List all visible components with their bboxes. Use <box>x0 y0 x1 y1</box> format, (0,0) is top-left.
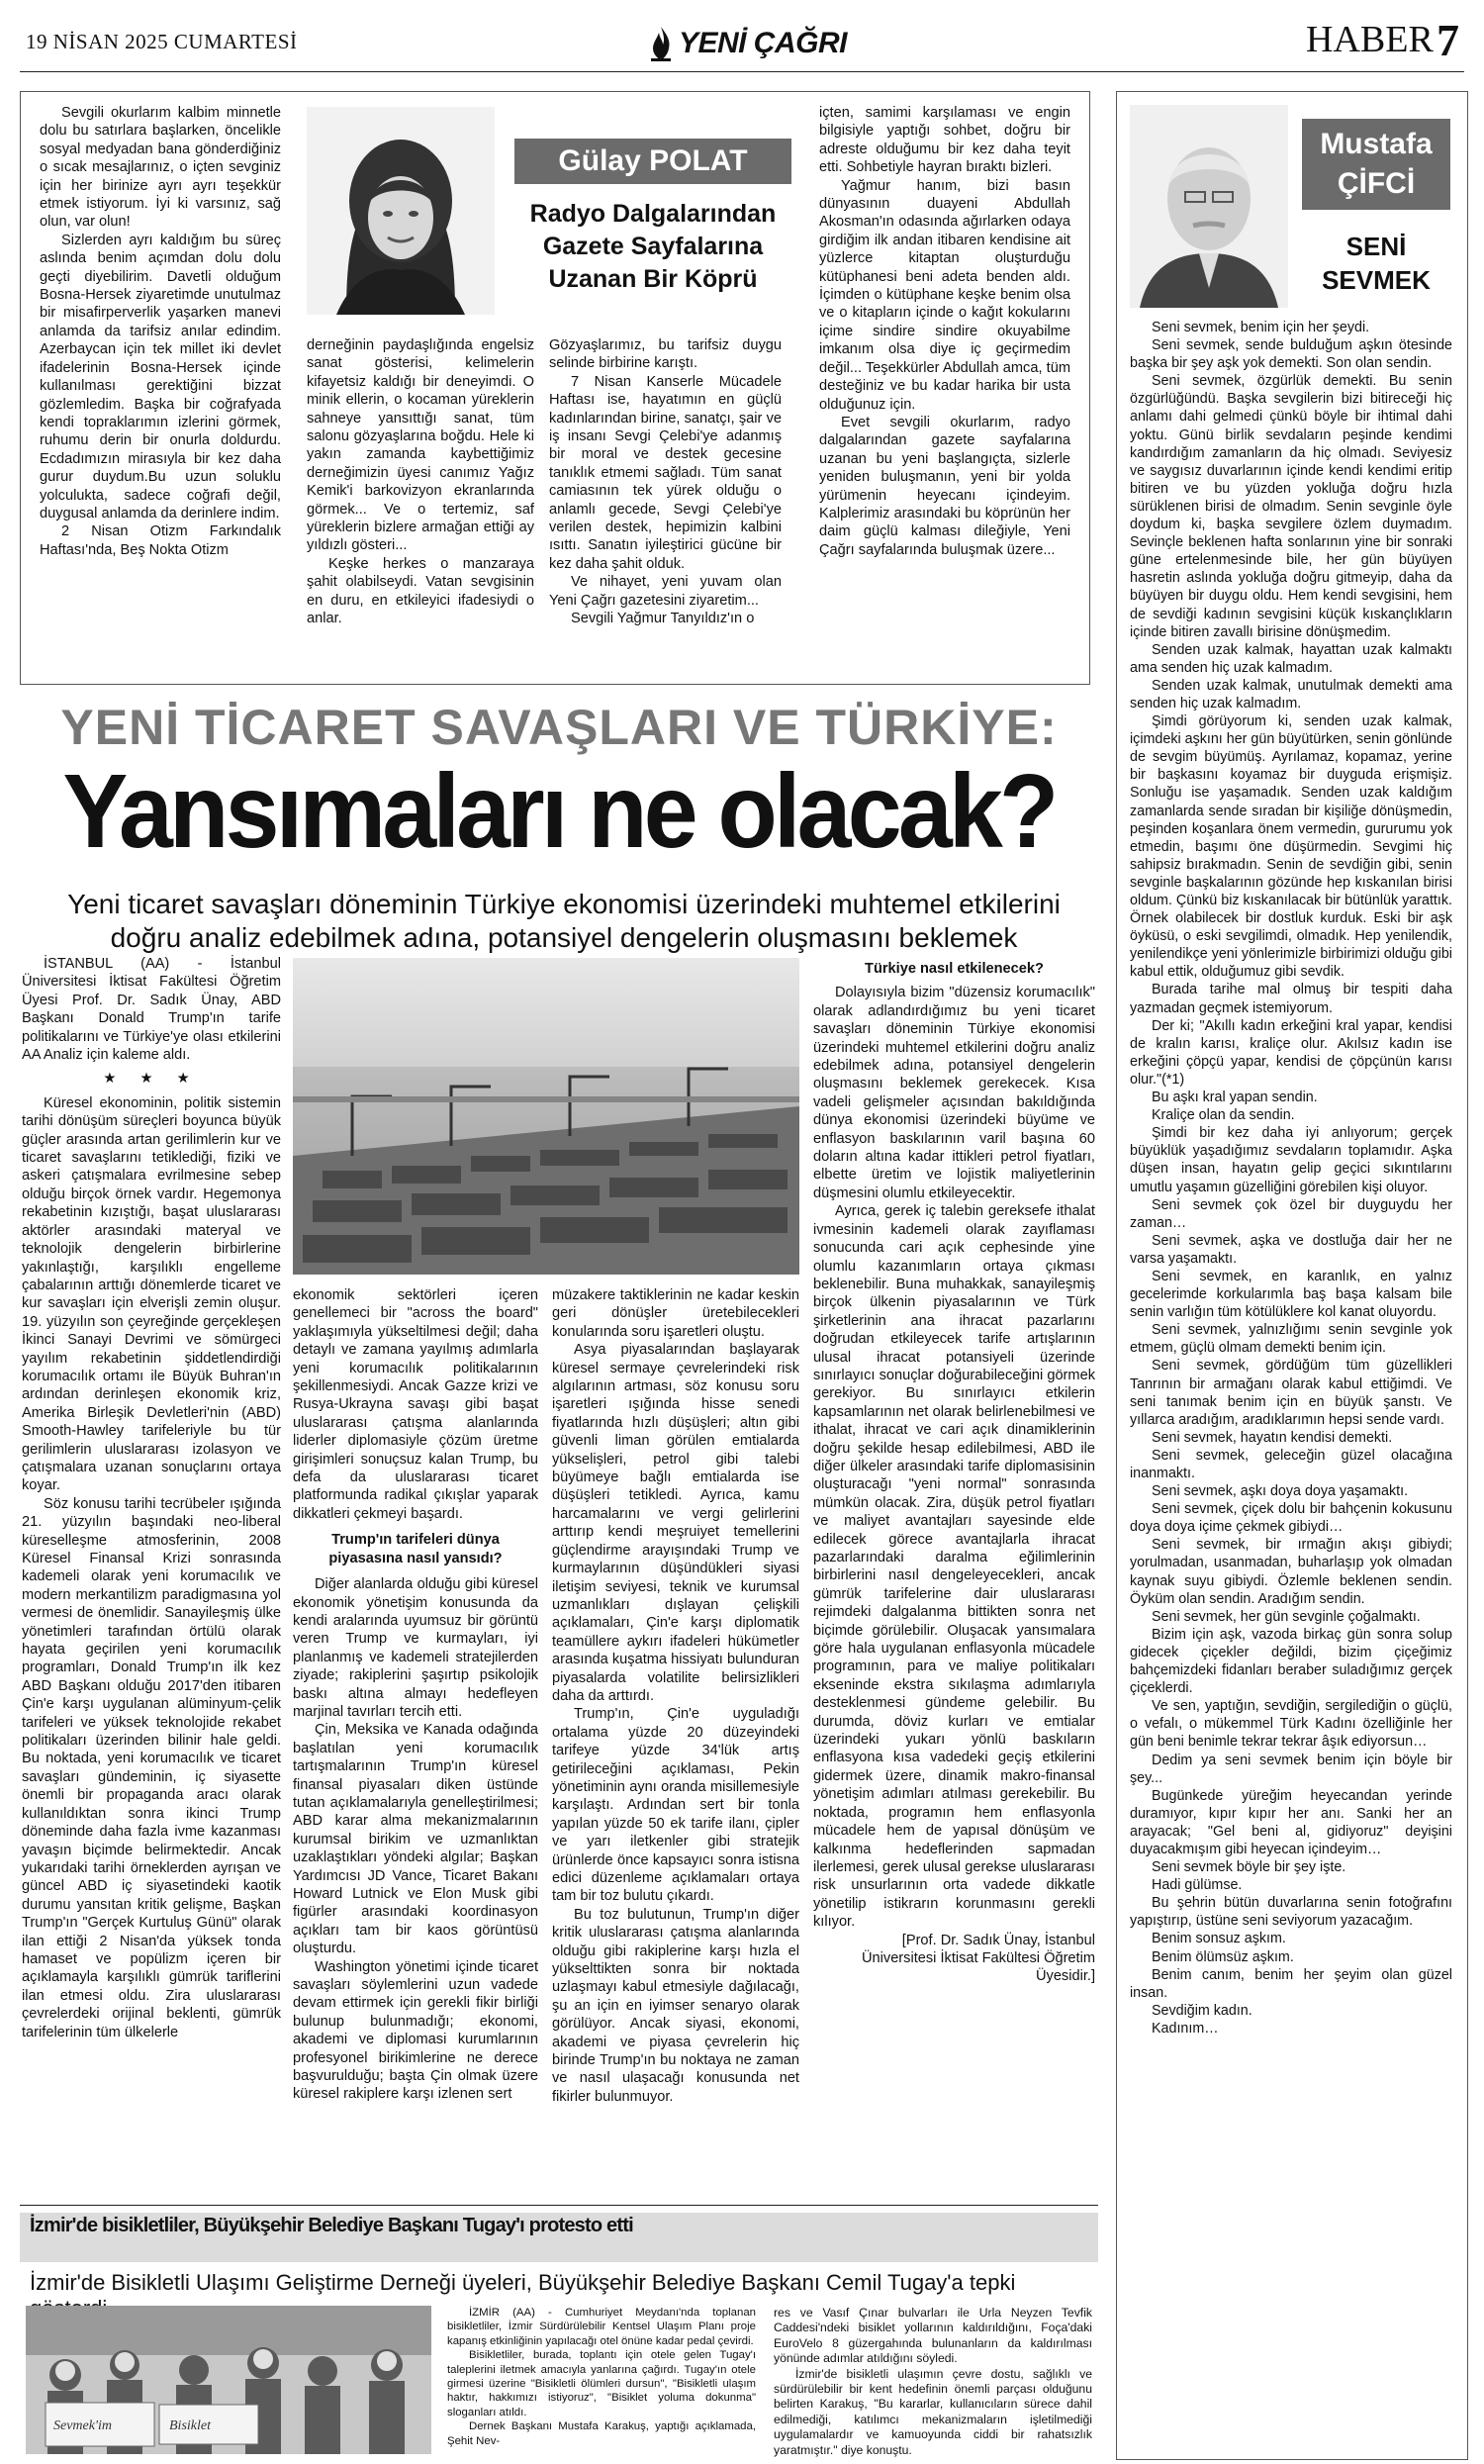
paragraph: içten, samimi karşılaması ve engin bilgisiyle yaptığı sohbet, doğru bir adreste olduğumu bir kez daha teyit etti. Sohbetiyle hayran bıraktı bizleri. <box>819 105 1070 176</box>
columnist-photo <box>1130 105 1288 308</box>
paragraph: Seni sevmek, en karanlık, en yalnız gecelerimde korkularımla baş başa kalsam bile senin varlığın tüm kötülüklere kol kanat oluyordu. <box>1130 1268 1452 1321</box>
paragraph: Sizlerden ayrı kaldığım bu süreç aslında benim açımdan dolu dolu geçti diyebilirim. Davetli olduğum Bosna-Hersek ziyaretimde unutulmaz bir misafirperverlik yaşarken manevi anlamda da tarifsiz anılar edindim. Azerbaycan için tek millet iki devlet ifadelerinin Bosna-Hersek içinde kullanılması gerektiğini bizzat gözlemledim. Başka bir coğrafyada kendi topraklarımın izlerini görmek, ruhumu derin bir onurla doldurdu. Ecdadımızın mirasıyla bir kez daha gurur duydum.Bu uzun soluklu yolculukta, sadece coğrafi değil, duygusal anlamda da derinlere indim. <box>40 232 281 521</box>
paragraph: Senden uzak kalmak, hayattan uzak kalmaktı ama senden hiç uzak kalmadım. <box>1130 641 1452 676</box>
paragraph: [Prof. Dr. Sadık Ünay, İstanbul Üniversitesi İktisat Fakültesi Öğretim Üyesidir.] <box>862 1932 1095 1985</box>
paragraph: Ve nihayet, yeni yuvam olan Yeni Çağrı gazetesini ziyaretim... <box>549 574 782 609</box>
izmir-headline: İzmir'de bisikletliler, Büyükşehir Belediye Başkanı Tugay'ı protesto etti <box>30 2215 633 2236</box>
paragraph: ekonomik sektörleri içeren genellemeci bir "across the board" yaklaşımıyla yükseltilmesi değil; daha detaylı ve zamana yayılmış adımlarla yeni korumacılık politikalarının şekillenmesiydi. Ancak Gazze krizi ve Rusya-Ukrayna savaşı gibi başat uluslararası çatışma alanlarında liderler diplomasiyle çözüm üretme girişimleri sonuçsuz kalan Trump, bu defa da uluslararası ticaret platformunda radikal çıkışlar yaparak dikkatleri çekmeyi başardı. <box>293 1287 538 1522</box>
paragraph: Seni sevmek, gördüğüm tüm güzellikleri Tanrının bir armağanı olarak kabul ettiğimdi. Ve seni tanımak benim için en büyük şanstı. Ve yıllarca aradığım, aradıklarımın hepsi sende vardı. <box>1130 1358 1452 1428</box>
gulay-col-3 <box>549 336 782 678</box>
paragraph: Çin, Meksika ve Kanada odağında başlatılan yeni korumacılık tartışmalarının Trump'ın küresel finansal piyasaları diken üstünde tutan açıklamalarıyla genelleştirilmesi; ABD karar alma mekanizmalarının kurumsal birikim ve uzmanlıktan uzaklaştıkları yöndeki algılar; Başkan Yardımcısı JD Vance, Ticaret Bakanı Howard Lutnick ve Elon Musk gibi figürler arasındaki koordinasyon açıkları tam bir kaos görüntüsü oluşturdu. <box>293 1722 538 1957</box>
port-photo <box>293 958 799 1275</box>
paragraph: İZMİR (AA) - Cumhuriyet Meydanı'nda toplanan bisikletliler, İzmir Sürdürülebilir Kentsel Ulaşım Planı proje kapanış etkinliğinin yapılacağı otel önüne kadar pedal çevirdi. <box>447 2307 756 2347</box>
paragraph: Bisikletliler, burada, toplantı için otele gelen Tugay'ı taleplerini iletmek amacıyla yanlarına çağırdı. Tugay'ın otele girmesi üzerine "Bisikletli ölümleri dursun", "Bisikletli ulaşım haktır, hakkımızı istiyoruz", "Bisiklet yoluma dokunma" sloganları atıldı. <box>447 2349 756 2418</box>
header-rule <box>20 71 1464 72</box>
izmir-col-2 <box>774 2306 1092 2459</box>
paragraph: Hadi gülümse. <box>1152 1877 1243 1894</box>
paragraph: Sevgili Yağmur Tanyıldız'ın o <box>571 611 755 627</box>
paragraph: Kraliçe olan da sendin. <box>1152 1107 1295 1124</box>
paragraph: Bu aşkı kral yapan sendin. <box>1152 1090 1318 1106</box>
paragraph: İSTANBUL (AA) - İstanbul Üniversitesi İktisat Fakültesi Öğretim Üyesi Prof. Dr. Sadık Ünay, ABD Başkanı Donald Trump'ın tarife politikalarını ve Türkiye'ye olası etkilerini AA Analiz için kaleme aldı. <box>22 956 281 1064</box>
paragraph: Seni sevmek, bir ırmağın akışı gibiydi; yorulmadan, usanmadan, buharlaşıp yok olmadan kaynak suyu gibiydi. Özlemle beklenen sendin. Öyküm olan sendin. Aradığım sendin. <box>1130 1537 1452 1607</box>
gulay-col-2 <box>307 336 534 678</box>
title-line: Radyo Dalgalarından <box>529 200 777 228</box>
paragraph: müzakere taktiklerinin ne kadar keskin geri dönüşler üretebilecekleri konularında soru işaretleri oluştu. <box>552 1287 799 1340</box>
paragraph: Küresel ekonominin, politik sistemin tarihi dönüşüm süreçleri boyunca büyük güçler arasında artan gerilimlerin kur ve ticaret savaşlarını tetiklediği, fiziki ve askeri çatışmalara evrilmesine sebep olduğu birçok örnek vardır. Hegemonya rekabetinin kızıştığı, başat uluslararası aktörler arasındaki materyal ve teknolojik dengelerin birbirlerine yakınlaştığı, karşılıklı engelleme çabalarının arttığı dönemlerde ticaret ve kur savaşları için elverişli zemin oluşur. 19. yüzyılın son çeyreğinde gerçekleşen İkinci Sanayi Devrimi ve sömürgeci yayılım rekabetinin şiddetlendirdiği korumacılık ortamı ile Büyük Buhran'ın ardından derinleşen ekonomik kriz, Amerika Birleşik Devletleri'nin (ABD) Smooth-Hawley tarifeleriyle bu tür gerilimlerin uluslararası izolasyon ve çatışmalara uzanan sonuçlarını ortaya koyar. <box>22 1094 281 1494</box>
paragraph: Benim ölümsüz aşkım. <box>1152 1948 1294 1965</box>
main-col-3 <box>552 1286 799 2197</box>
paragraph: Şimdi görüyorum ki, senden uzak kalmak, içimdeki aşkını her gün büyütürken, senin gönlünde de sevgim büyümüş. Ayrılamaz, kopamaz, yerine bir başkasını koyamaz bir duyguda erişmişiz. Sonluğu ise yaşamadık. Senden uzak kaldığım zamanlarda sende sıradan bir kişiliğe dönüşmedin, peşinden koşanlara önem vermedin, gururumu yok etmedin, başımı öne düşürmedin. Sevgimi hiç sahipsiz bırakmadın. Senin de sevdiğin gibi, senin sevginle başkalarının gözünde hep kıskanılan birisi oldum. Çünkü biz kıskanılacak bir bütünlük yarattık. Örnek olabilecek bir dostluk kurduk. Eski bir aşk öyküsü, o eski sevgilimdi, olmadık. Hep yenilendik, yenilendikçe yeni yönlerimizle birbirimizi olduğu gibi kabul ettik, olduğumuz gibi sevdik. <box>1130 713 1452 981</box>
paragraph: Seni sevmek, aşka ve dostluğa dair her ne varsa yaşamaktı. <box>1130 1232 1452 1267</box>
paragraph: Bu toz bulutunun, Trump'ın diğer kritik uluslararası çatışma alanlarında olduğu gibi rakiplerine karşı hızla el yükselttikten sonra bir noktada uzlaşmayı kabul etmesiyle dağılacağı, şu an için en iyimser senaryo olarak görülüyor. Ancak siyasi, ekonomi, akademi ve piyasa çevrelerin hiç birinde Trump'ın bu noktaya ne zaman ve nasıl ulaşacağı konusunda net fikirler bulunmuyor. <box>552 1906 799 2105</box>
paragraph: Seni sevmek, aşkı doya doya yaşamaktı. <box>1152 1483 1409 1500</box>
main-col-2 <box>293 1286 538 2197</box>
paragraph: Seni sevmek, özgürlük demekti. Bu senin özgürlüğündü. Başka sevgilerin bizi bitireceği hiç anlamı dahi gelmedi çünkü böyle bir ihtimal dahi yoktu. Günü birlik sevdaların peşinde kendimi kandırdığım zamanların da hiç olmadı. Seviyesiz ve saygısız duvarlarının içinde kendi kendimi eritip bitiren ve bu yüzden yokluğa doğru hızla sürüklenen birisi de olmadım. Senin sevginle öyle doydum ki, başka sevgilere özlem duymadım. Sevinçle beklenen hafta sonlarının yine bir sonraki güne ertelenmesinde bile, her gün büyüyen hasretin aslında yokluğa doğru gitmeyip, daha da büyüyen bir duygu oldu. Hem kendi sevgisini, hem de sevdiği kadının sevgisini küçük kıskançlıkların içinde bitiren zavallı birisine dönüşmedim. <box>1130 373 1452 640</box>
paragraph: Keşke herkes o manzaraya şahit olabilseydi. Vatan sevgisinin en duru, en etkileyici ifadesiydi o anlar. <box>307 555 534 627</box>
izmir-col-1 <box>447 2306 756 2459</box>
paragraph: 2 Nisan Otizm Farkındalık Haftası'nda, Beş Nokta Otizm <box>40 523 281 558</box>
page-number: 7 <box>1437 15 1459 65</box>
paragraph: Kadınım… <box>1152 2020 1219 2037</box>
title-line: Gazete Sayfalarına <box>542 233 764 260</box>
paragraph: Ve sen, yaptığın, sevdiğin, sergilediğin o güçlü, o vefalı, o mükemmel Türk Kadını özelliğinle her gün beni benimle tekrar tekrar âşık ediyorsun… <box>1130 1698 1452 1751</box>
paragraph: Asya piyasalarından başlayarak küresel sermaye çevrelerindeki risk algılarının artması, söz konusu soru işaretleri ışığında hisse senedi fiyatlarında hızlı düşüşleri; altın gibi güvenli liman görülen emtialarda yükselişleri, petrol gibi talebi büyümeye bağlı emtialarda ise düşüşleri tetikledi. Ayrıca, kamu harcamalarını ve vergi gelirlerini arttırıp kendi meşruiyet temellerini güçlendirme arayışındaki Trump ve kurmaylarının düşündükleri siyasi iletişim seviyesi, teknik ve kurumsal uzmanlıkları dışlayan çelişkili açıklamaları, Çin'e karşı diplomatik teamüllere aykırı ifadeleri hükümetler arasında kuşatma hissiyatı bulunduran piyasalarda volatilite belirsizlikleri daha da arttırdı. <box>552 1342 799 1704</box>
title-line: SENİ <box>1345 232 1407 261</box>
gulay-column-title <box>514 198 791 296</box>
columnist-name-box <box>1302 119 1450 210</box>
paragraph: Bugünkede yüreğim heyecandan yerinde duramıyor, kıpır kıpır her anı. Sanki her an arayacak; "Gel beni al, gidiyoruz" deyişini duyacakmışım gibi heyecan içindeyim… <box>1130 1787 1452 1857</box>
paragraph: Der ki; "Akıllı kadın erkeğini kral yapar, kendisi de kralın karısı, kraliçe olur. Akılsız kadın ise erkeğini çöpçü yapar, kendisi de çöpçünün karısı olur."(*1) <box>1130 1017 1452 1088</box>
cyclists-photo <box>26 2306 431 2454</box>
main-subhead-turkiye: Türkiye nasıl etkilenecek? <box>865 961 1044 977</box>
main-subhead-trump: Trump'ın tarifeleri dünya piyasasına nasıl yansıdı? <box>328 1532 503 1566</box>
paragraph: Benim canım, benim her şeyim olan güzel insan. <box>1130 1966 1452 2001</box>
paragraph: Şimdi bir kez daha iyi anlıyorum; gerçek büyüklük yaşadığımız sevdaların toplamıdır. Aşka düşen insan, hayatın gelip geçici sıkıntılarını umutlu yaşamın güzelliğini görebilen kişi oluyor. <box>1130 1125 1452 1195</box>
paragraph: Sevdiğim kadın. <box>1152 2002 1252 2019</box>
paragraph: Ayrıca, gerek iç talebin gereksefe ithalat ivmesinin kademeli olarak zayıflaması sonucunda cari açık cephesinde yine olumlu kazanımların ortaya çıkması beklenebilir. Buna muhakkak, sanayileşmiş birçok ülkenin piyasalarının ve Türk şirketlerinin ana ihracat pazarlarını doğrudan etkileyecek tarife artışlarının ulusal ihracat potansiyeli üzerinde sınırlayıcı sonuçlar doğurabileceğini görmek gerekiyor. Bu sınırlayıcı etkilerin kapsamlarının net olarak belirlenebilmesi ve ithalat, ihracat ve cari açık dinamiklerinin doğru şekilde hesap edilebilmesi, ABD ile diğer ülkeler arasındaki tarife diplomasisinin oluşturacağı "yeni normal" sonrasında mümkün olacak. Zira, düşük petrol fiyatları ve maliyet avantajları sayesinde elde edilecek görece avantajlarla ihracat pazarlarındaki daralma eğilimlerinin birbirlerini nasıl dengeleyecekleri, ancak gümrük tarifelerine dair uluslararası rejimdeki dalgalanma bittikten sonra net biçimde görülebilir. Oluşacak yansımalara göre hala uygulanan enflasyonla mücadele programının, para ve maliye politikaları ekseninde ekstra sıkılaşma adımlarıyla desteklenmesi gündeme gelebilir. Bu durumda, döviz kurları ve emtialar üzerindeki yukarı yönlü baskıların enflasyona kısa vadedeki geçiş etkilerini gidermek üzere, dinamik makro-finansal yönetişim adımları atılması gerekebilir. Bu noktada, programın hem enflasyonla mücadele hem de yapısal dönüşüm ve kalkınma hedeflerinden sapmadan ilerlemesi, gerek ulusal gerekse uluslararası risk unsurlarının orta vadede dikkatle yönetilip istikrarın korunmasını gerekli kılıyor. <box>813 1203 1095 1931</box>
protest-sign-1: Sevmek'im <box>53 2418 112 2433</box>
paragraph: Yağmur hanım, bizi basın dünyasının duayeni Abdullah Akosman'ın odasında ağırlarken odaya girdiğim ilk andan itibaren kendisine ait yüzlerce kitaptan oluşturduğu kütüphanesi beni adeta benden aldı. İçimden o kütüphane keşke benim olsa ve o kitapların içinde o kağıt kokularını içime sindire sindire okuyabilme imkanım olsa diye iç geçirmedim değil... Teşekkürler Abdullah amca, tüm desteğiniz ve bu kadar harika bir usta olduğunuz için. <box>819 177 1070 413</box>
paragraph: Bu şehrin bütün duvarlarına senin fotoğrafını yapıştırıp, üstüne seni seviyorum yazacağım. <box>1130 1895 1452 1930</box>
paragraph: Diğer alanlarda olduğu gibi küresel ekonomik yönetişim konusunda da kendi aralarında uyumsuz bir görüntü veren Trump ve kurmayları, iyi planlanmış ve kademeli stratejilerden ziyade; rakiplerini şaşırtıp psikolojik baskı altına almayı hedefleyen marjinal tavırları tercih etti. <box>293 1576 538 1720</box>
paragraph: Washington yönetimi içinde ticaret savaşları söylemlerini uzun vadede devam ettirmek için gerekli fikir birliği bulunup bulunmadığı; ekonomi, akademi ve diplomasi kurumlarının profesyonel birikimlerine ne derece başvurulduğu; başta Çin olmak üzere küresel rakiplere karşı izlenen sert <box>293 1958 538 2103</box>
paragraph: Trump'ın, Çin'e uyguladığı ortalama yüzde 20 düzeyindeki tarifeye yüzde 34'lük artış getirileceğini açıklaması, Pekin yönetiminin aynı oranda misillemesiyle karşılaştı. Ardından sert bir tonla yapılan yüzde 50 ek tarife ilanı, çipler ve yarı iletkenler gibi stratejik ürünlerde önce kapsayıcı sonra istisna edici düzenleme açıklamaları ortaya tam bir toz bulutu çıkardı. <box>552 1706 799 1905</box>
paragraph: Seni sevmek, sende bulduğum aşkın ötesinde başka bir şey aşk yok demekti. Son olan sendin. <box>1130 337 1452 372</box>
paragraph: Seni sevmek böyle bir şey işte. <box>1152 1859 1346 1876</box>
paragraph: Bizim için aşk, vazoda birkaç gün sonra solup gidecek çiçekler değildi, bizim çiçeğimiz bahçemizdeki fidanları beraber suladığımız gerçek çiçeklerdi. <box>1130 1626 1452 1697</box>
paragraph: Seni sevmek çok özel bir duyguydu her zaman… <box>1130 1196 1452 1231</box>
paragraph: Sevgili okurlarım kalbim minnetle dolu bu satırlara başlarken, öncelikle sosyal medyadan bana gönderdiğiniz o sıcak mesajlarınız, o içten sevginiz için her birinize ayrı ayrı teşekkür etmek istiyorum. İyi ki varsınız, sağ olun, var olun! <box>40 105 281 231</box>
gulay-col-4 <box>819 104 1070 678</box>
newspaper-logo <box>633 22 861 65</box>
paragraph: Dedim ya seni sevmek benim için böyle bir şey... <box>1130 1752 1452 1786</box>
columnist-last-name: ÇİFCİ <box>1337 167 1416 200</box>
paragraph: Seni sevmek, çiçek dolu bir bahçenin kokusunu doya doya içime çekmek gibiydi… <box>1130 1501 1452 1536</box>
gulay-col-1 <box>40 104 281 678</box>
logo-text: YENİ ÇAĞRI <box>678 27 848 59</box>
section-name: HABER <box>1306 19 1434 60</box>
izmir-deck: İzmir'de Bisikletli Ulaşımı Geliştirme Derneği üyeleri, Büyükşehir Belediye Başkanı Cemil Tugay'a tepki <box>30 2270 1016 2295</box>
right-column-title <box>1302 230 1450 297</box>
paragraph: Seni sevmek, her gün sevginle çoğalmaktı. <box>1152 1608 1421 1625</box>
main-kicker: YENİ TİCARET SAVAŞLARI VE TÜRKİYE: <box>60 700 1058 755</box>
star-divider: ★ ★ ★ <box>103 1071 200 1088</box>
paragraph: Seni sevmek, benim için her şeydi. <box>1152 320 1370 335</box>
paragraph: Senden uzak kalmak, unutulmak demekti ama senden hiç uzak kalmadım. <box>1130 677 1452 711</box>
main-col-4 <box>813 958 1095 2197</box>
title-line: SEVMEK <box>1322 265 1431 295</box>
main-deck: Yeni ticaret savaşları döneminin Türkiye ekonomisi üzerindeki muhtemel etkilerini doğru analiz edebilmek adına, potansiyel dengelerin oluşmasını beklemek <box>67 889 1061 953</box>
paragraph: Dernek Başkanı Mustafa Karakuş, yaptığı açıklamada, Şehit Nev- <box>447 2420 756 2447</box>
paragraph: Gözyaşlarımız, bu tarifsiz duygu selinde birbirine karıştı. <box>549 337 782 372</box>
paragraph: Benim sonsuz aşkım. <box>1152 1931 1286 1947</box>
paragraph: 7 Nisan Kanserle Mücadele Haftası ise, hayatımın en güçlü kadınlarından birine, sanatçı, şair ve iş insanı Sevgi Çelebi'ye adanmış bir moral ve destek gecesine tanıklık etmemi sağladı. Tüm sanat camiasının tek yürek olduğu o anlamlı gecede, Sevgi Çelebi'ye verilen destek, hepimizin kalbini ısıttı. Sanatın iyileştirici gücüne bir kez daha şahit olduk. <box>549 373 782 572</box>
paragraph: Seni sevmek, yalnızlığımı senin sevginle yok etmem, güçlü olmam demekti benim için. <box>1130 1322 1452 1357</box>
columnist-first-name: Mustafa <box>1320 128 1433 160</box>
paragraph: Seni sevmek, geleceğin güzel olacağına inanmaktı. <box>1130 1447 1452 1481</box>
main-story-bottom-rule <box>20 2205 1098 2206</box>
title-line: Uzanan Bir Köprü <box>548 265 758 293</box>
paragraph: res ve Vasıf Çınar bulvarları ile Urla Neyzen Tevfik Caddesi'ndeki bisiklet yollarının kaldırıldığını, Foça'daki EuroVelo 8 güzergahında bulunanların da kaldırılması yönünde adımlar atıldığını söyledi. <box>774 2306 1092 2366</box>
main-headline: Yansımaları ne olacak? <box>62 753 1056 870</box>
flame-logo-icon <box>647 25 675 62</box>
paragraph: derneğinin paydaşlığında engelsiz sanat gösterisi, kelimelerin kifayetsiz kaldığı bir deneyimdi. O minik ellerin, o kocaman yüreklerin sahneye yansıttığı sanat, tüm salonu gözyaşlarına boğdu. Hele ki yakın zamanda kaybettiğimiz derneğimizin üyesi canımız Yağız Kemik'i barkovizyon ekranlarında görmek... Ve o tertemiz, saf yüreklerin bizlere armağan ettiği ay yıldızlı gösteri... <box>307 337 534 554</box>
publication-date: 19 NİSAN 2025 CUMARTESİ <box>26 30 298 53</box>
paragraph: Burada tarihe mal olmuş bir tespiti daha yazmadan geçmek istemiyorum. <box>1130 982 1452 1016</box>
paragraph: Söz konusu tarihi tecrübeler ışığında 21. yüzyılın başındaki neo-liberal küreselleşme atmosferinin, 2008 Küresel Finansal Krizi sonrasında kademeli olarak yeni korumacılık ve modern merkantilizm paradigmasına yol vermesi de önemlidir. Sanayileşmiş ülke yönetimleri tarafından örtülü olarak hayata geçirilen yeni korumacılık programları, Donald Trump'ın ilk kez ABD Başkanı olduğu 2017'den itibaren Çin'e karşı uygulanan alüminyum-çelik tarifeleri ve yüksek teknolojide rekabet politikaları üzerinden bilinir hale geldi. Bu noktada, yeni korumacılık ve ticaret savaşları gündeminin, iç siyasette önemli bir propaganda aracı olarak kullanıldıktan sonra ikinci Trump döneminde daha fazla ivme kazanması yavaşın biçimde belirmektedir. Ancak yukarıdaki tarihi örneklerden ayrışan ve güncel ABD iç siyasetindeki kaotik durumu yansıtan kritik gelişme, Başkan Trump'ın "Gerçek Kurtuluş Günü" olarak ilan ettiği 2 Nisan'da yüksek tonda hamaset ve popülizm içeren bir açıklamayla karşılıklı gümrük tariflerini ilan etmesi oldu. Zira uluslararası çevrelerdeki orijinal beklenti, gümrük tarifelerinin tüm ülkelerle <box>22 1495 281 2040</box>
main-col-1 <box>22 955 281 2197</box>
paragraph: Seni sevmek, hayatın kendisi demekti. <box>1152 1429 1393 1446</box>
paragraph: Evet sevgili okurlarım, radyo dalgalarından gazete sayfalarına uzanan bu yeni başlangıçta, sizlerle yeniden buluşmanın, yeni bir yolda yürümenin heyecanı içindeyim. Kalplerimiz arasındaki bu köprünün her daim güçlü kalması dileğiyle, Yeni Çağrı sayfalarında buluşmak üzere... <box>819 414 1070 558</box>
paragraph: İzmir'de bisikletli ulaşımın çevre dostu, sağlıklı ve sürdürülebilir bir kent hedefinin önemli parçası olduğunu belirten Karakuş, "Bu kararlar, kullanıcıların sürece dahil edilmediği, katılımcı mekanizmaların işletilmediği uygulamalardır ve kamuoyunda ciddi bir rahatsızlık yaratmıştır." diye konuştu. <box>774 2366 1092 2457</box>
paragraph: Dolayısıyla bizim "düzensiz korumacılık" olarak adlandırdığımız bu yeni ticaret savaşları döneminin Türkiye ekonomisi üzerindeki muhtemel etkilerini doğru analiz edebilmek adına, potansiyel dengelerin oluşmasını beklemek gerekecek. Kısa vadeli gelişmeler açısından bakıldığında dünya ekonomisi üzerindeki büyüme ve enflasyon baskılarının varil başına 60 doların altına kadar ittikleri petrol fiyatları, elbette üretim ve lojistik maliyetlerinin düşmesini olumlu etkileyecektir. <box>813 985 1095 1201</box>
gulay-author-name: Gülay POLAT <box>514 139 791 184</box>
author-photo <box>307 107 495 315</box>
protest-sign-2: Bisiklet <box>169 2418 211 2433</box>
right-column-text <box>1130 319 1452 2451</box>
